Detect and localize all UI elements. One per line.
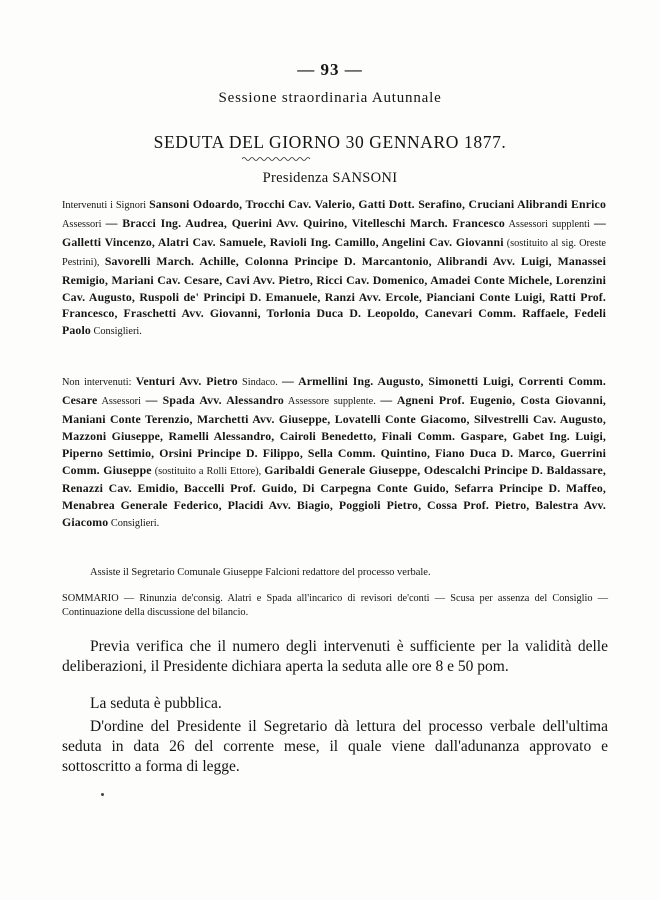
secretary-note: Assiste il Segretario Comunale Giuseppe Falcioni redattore del processo verbale. — [90, 567, 431, 578]
session-heading: Sessione straordinaria Autunnale — [218, 90, 442, 106]
intervenuti-segment: Sansoni Odoardo, Trocchi Cav. Valerio, Gatti Dott. Serafino, Cruciani Alibrandi Enrico — [149, 197, 606, 211]
non_intervenuti-segment: Garibaldi Generale Giuseppe, Odescalchi Principe D. Baldassare, Renazzi Cav. Emidio, Baccelli Prof. Guido, Di Carpegna Conte Guido, Sefarra Principe D. Maffeo, Menabrea Generale Federico, Placidi Avv. Biagio, Poggioli Pietro, Cossa Prof. Pietro, Balestra Avv. Giacomo — [62, 462, 606, 530]
non_intervenuti-segment: Consiglieri. — [108, 518, 160, 530]
attendees-absent — [62, 373, 606, 533]
presidency-line: Presidenza SANSONI — [262, 170, 398, 186]
paragraph-verification: Previa verifica che il numero degli intervenuti è sufficiente per la validità delle deliberazioni, il Presidente dichiara aperta la seduta alle ore 8 e 50 pom. — [62, 638, 608, 675]
intervenuti-segment: Intervenuti i Signori — [62, 200, 150, 211]
paragraph-minutes: D'ordine del Presidente il Segretario dà lettura del processo verbale dell'ultima seduta in data 26 del corrente mese, il quale viene dall'adunanza approvato e sottoscritto a forma di legge. — [62, 718, 608, 775]
page-number: — 93 — — [297, 60, 363, 79]
non_intervenuti-segment: Assessori — [97, 395, 146, 407]
attendees-present — [62, 196, 606, 341]
non_intervenuti-segment: Venturi Avv. Pietro — [135, 374, 238, 388]
intervenuti-segment: Assessori supplenti — [504, 218, 595, 230]
intervenuti-segment: Assessori — [62, 218, 106, 230]
non_intervenuti-segment: (sostituito a Rolli Ettore), — [151, 465, 265, 477]
non_intervenuti-segment: — Armellini Ing. Augusto, Simonetti Luigi, Correnti Comm. Cesare — [62, 374, 606, 407]
ink-speck — [101, 793, 104, 796]
intervenuti-segment: (sostituito al sig. Oreste Pestrini), — [62, 237, 606, 268]
intervenuti-segment: Consiglieri. — [90, 326, 142, 338]
summary: SOMMARIO — Rinunzia de'consig. Alatri e Spada all'incarico di revisori de'conti — Scusa per assenza del Consiglio — Continuazione della discussione del bilancio. — [62, 593, 608, 618]
wavy-rule-ornament — [242, 156, 312, 162]
non_intervenuti-segment: Assessore supplente. — [283, 395, 381, 407]
paragraph-public: La seduta è pubblica. — [90, 695, 222, 712]
non_intervenuti-segment: Sindaco. — [237, 377, 283, 388]
intervenuti-segment: — Galletti Vincenzo, Alatri Cav. Samuele, Ravioli Ing. Camillo, Angelini Cav. Giovanni — [62, 215, 606, 249]
non_intervenuti-segment: — Agneni Prof. Eugenio, Costa Giovanni, Maniani Conte Terenzio, Marchetti Avv. Giuseppe, Lovatelli Conte Giacomo, Silvestrelli Cav. Augusto, Mazzoni Giuseppe, Ramelli Alessandro, Cairoli Benedetto, Finali Comm. Gaspare, Gabet Ing. Luigi, Piperno Settimio, Orsini Principe D. Filippo, Sella Comm. Quintino, Fiano Duca D. Marco, Guerrini Comm. Giuseppe — [62, 392, 607, 477]
non_intervenuti-segment: Non intervenuti: — [62, 377, 136, 388]
intervenuti-segment: — Bracci Ing. Audrea, Querini Avv. Quirino, Vitelleschi March. Francesco — [105, 215, 505, 230]
intervenuti-segment: Savorelli March. Achille, Colonna Principe D. Marcantonio, Alibrandi Avv. Luigi, Manassei Remigio, Mariani Cav. Cesare, Cavi Avv. Pietro, Ricci Cav. Domenico, Amadei Conte Michele, Lorenzini Cav. Augusto, Ruspoli de' Principi D. Emanuele, Ranzi Avv. Ercole, Pianciani Conte Luigi, Ratti Prof. Francesco, Fraschetti Avv. Giovanni, Torlonia Duca D. Leopoldo, Canevari Comm. Raffaele, Fedeli Paolo — [62, 253, 606, 338]
non_intervenuti-segment: — Spada Avv. Alessandro — [145, 392, 284, 407]
page-title: SEDUTA DEL GIORNO 30 GENNARO 1877. — [153, 132, 507, 152]
